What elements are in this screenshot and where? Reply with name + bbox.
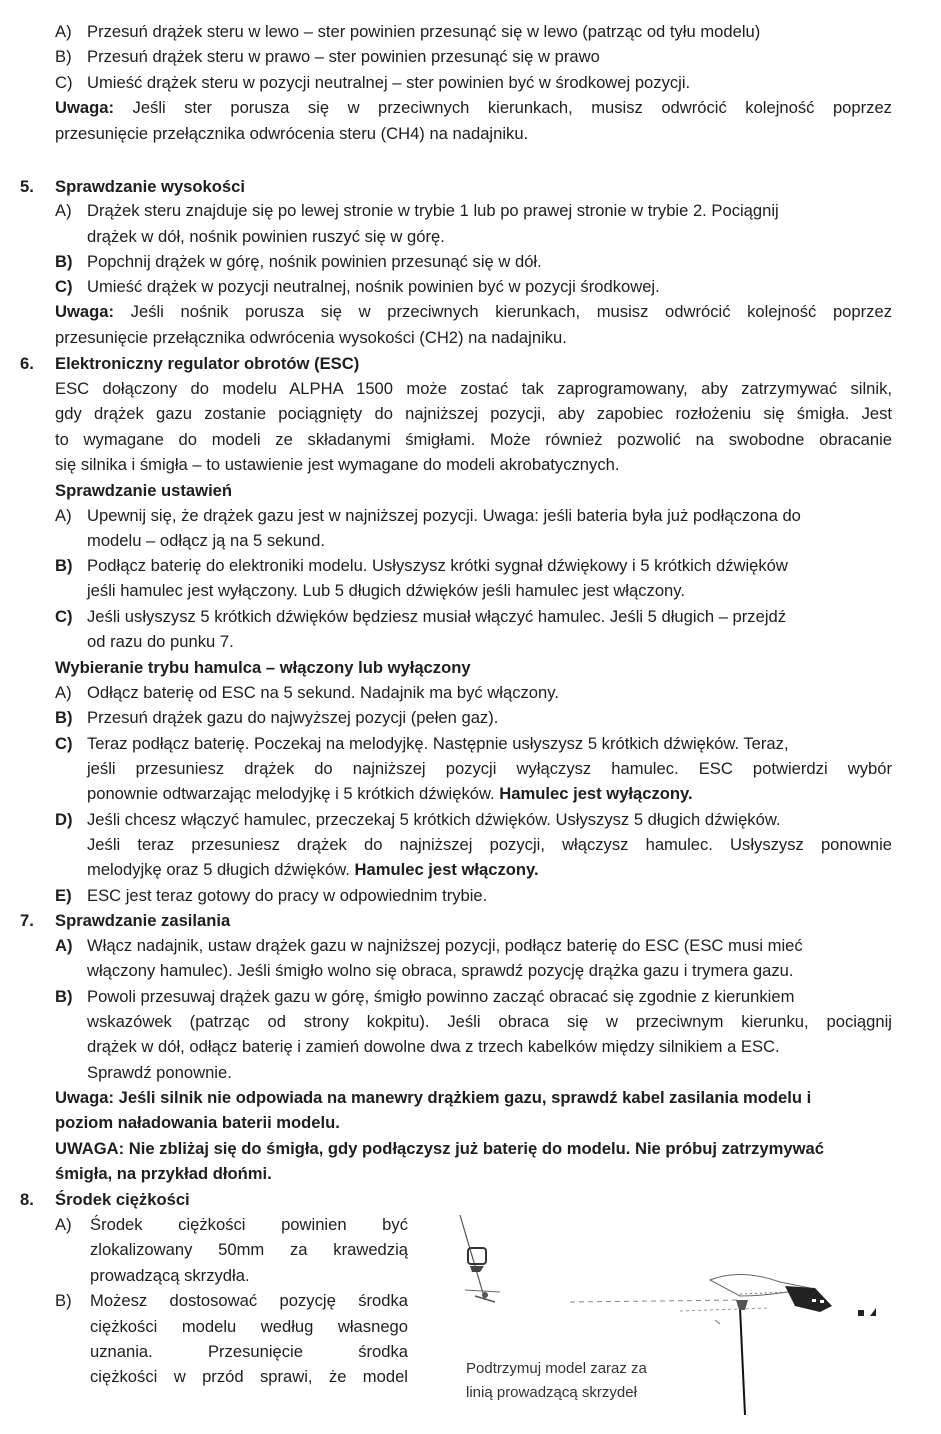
list-marker: A) xyxy=(55,201,72,220)
list-item-text: Jeśli teraz przesuniesz drążek do najniższej pozycji, włączysz hamulec. Usłyszysz ponownie xyxy=(87,835,892,854)
list-item-text: Sprawdź ponownie. xyxy=(87,1063,232,1082)
section-number: 8. xyxy=(20,1190,34,1209)
list-marker: E) xyxy=(55,886,72,905)
list-marker: C) xyxy=(55,73,73,92)
section-number: 5. xyxy=(20,177,34,196)
section-title: Sprawdzanie wysokości xyxy=(55,177,245,196)
note-label: Uwaga: xyxy=(55,98,115,117)
list-item-text: Jeśli usłyszysz 5 krótkich dźwięków będziesz musiał włączyć hamulec. Jeśli 5 długich – przejdź xyxy=(87,607,787,626)
list-marker: A) xyxy=(55,22,72,41)
list-item-text: ciężkości w przód sprawi, że model xyxy=(90,1367,408,1386)
list-marker: B) xyxy=(55,252,73,271)
list-marker: C) xyxy=(55,607,73,626)
list-item-text: jeśli przesuniesz drążek do najniższej pozycji wyłączysz hamulec. ESC potwierdzi wybór xyxy=(87,759,892,778)
cg-illustration xyxy=(440,1210,910,1420)
section-title: Środek ciężkości xyxy=(55,1190,190,1209)
list-marker: A) xyxy=(55,1215,72,1234)
subsection-title: Sprawdzanie ustawień xyxy=(55,481,233,500)
warning-paragraph: UWAGA: Nie zbliżaj się do śmigła, gdy podłączysz już baterię do modelu. Nie próbuj zatrzymywać xyxy=(55,1139,824,1158)
section-number: 6. xyxy=(20,354,34,373)
emphasis: Hamulec jest wyłączony. xyxy=(499,784,693,803)
list-item-text: Przesuń drążek steru w lewo – ster powinien przesunąć się w lewo (patrząc od tyłu modelu) xyxy=(87,22,761,41)
list-item-text: Przesuń drążek steru w prawo – ster powinien przesunąć się w prawo xyxy=(87,47,600,66)
section-number: 7. xyxy=(20,911,34,930)
paragraph-line: ESC dołączony do modelu ALPHA 1500 może zostać tak zaprogramowany, aby zatrzymywać silnik, xyxy=(55,379,892,398)
list-item-text: ESC jest teraz gotowy do pracy w odpowiednim trybie. xyxy=(87,886,488,905)
list-marker: B) xyxy=(55,987,73,1006)
list-item-text: wskazówek (patrząc od strony kokpitu). Jeśli obraca się w przeciwnym kierunku, pociągnij xyxy=(87,1012,892,1031)
list-marker: B) xyxy=(55,556,73,575)
note-paragraph-cont: przesunięcie przełącznika odwrócenia wysokości (CH2) na nadajniku. xyxy=(55,328,567,347)
list-item-text: Możesz dostosować pozycję środka xyxy=(90,1291,408,1310)
note-paragraph: Uwaga: Jeśli nośnik porusza się w przeciwnych kierunkach, musisz odwrócić kolejność poprzez xyxy=(55,302,892,321)
list-item-text: ciężkości modelu według własnego xyxy=(90,1317,408,1336)
list-item-text: modelu – odłącz ją na 5 sekund. xyxy=(87,531,326,550)
list-item-text: Odłącz baterię od ESC na 5 sekund. Nadajnik ma być włączony. xyxy=(87,683,559,702)
note-label: Uwaga: xyxy=(55,302,115,321)
note-paragraph: Uwaga: Jeśli silnik nie odpowiada na manewry drążkiem gazu, sprawdź kabel zasilania modelu i xyxy=(55,1088,812,1107)
list-item-text: Popchnij drążek w górę, nośnik powinien przesunąć się w dół. xyxy=(87,252,542,271)
paragraph-line: gdy drążek gazu zostanie pociągnięty do najniższej pozycji, aby zapobiec rozłożeniu się śmigła. Jest xyxy=(55,404,892,423)
section-title: Sprawdzanie zasilania xyxy=(55,911,231,930)
list-item-text: Umieść drążek w pozycji neutralnej, nośnik powinien być w pozycji środkowej. xyxy=(87,277,660,296)
paragraph-line: się silnika i śmigła – to ustawienie jest wymagane do modeli akrobatycznych. xyxy=(55,455,620,474)
list-marker: B) xyxy=(55,47,72,66)
section-title: Elektroniczny regulator obrotów (ESC) xyxy=(55,354,360,373)
subsection-title: Wybieranie trybu hamulca – włączony lub wyłączony xyxy=(55,658,471,677)
list-marker: B) xyxy=(55,1291,72,1310)
list-marker: D) xyxy=(55,810,73,829)
list-item-text: Teraz podłącz baterię. Poczekaj na melodyjkę. Następnie usłyszysz 5 krótkich dźwięków. Teraz, xyxy=(87,734,789,753)
list-marker: C) xyxy=(55,734,73,753)
list-item-text: Upewnij się, że drążek gazu jest w najniższej pozycji. Uwaga: jeśli bateria była już podłączona do xyxy=(87,506,801,525)
list-item-text: od razu do punku 7. xyxy=(87,632,234,651)
list-item-text: Włącz nadajnik, ustaw drążek gazu w najniższej pozycji, podłącz baterię do ESC (ESC musi mieć xyxy=(87,936,803,955)
list-item-text: Podłącz baterię do elektroniki modelu. Usłyszysz krótki sygnał dźwiękowy i 5 krótkich dźwięków xyxy=(87,556,788,575)
note-paragraph: Uwaga: Jeśli ster porusza się w przeciwnych kierunkach, musisz odwrócić kolejność poprzez xyxy=(55,98,892,117)
list-item-text: ponownie odtwarzając melodyjkę i 5 krótkich dźwięków. Hamulec jest wyłączony. xyxy=(87,784,693,803)
note-paragraph-cont: przesunięcie przełącznika odwrócenia steru (CH4) na nadajniku. xyxy=(55,124,529,143)
list-item-text: włączony hamulec). Jeśli śmigło wolno się obraca, sprawdź pozycję drążka gazu i trymera gazu. xyxy=(87,961,794,980)
illustration-caption: Podtrzymuj model zaraz za xyxy=(466,1360,647,1377)
list-item-text: jeśli hamulec jest wyłączony. Lub 5 długich dźwięków jeśli hamulec jest włączony. xyxy=(87,581,685,600)
note-paragraph-cont: poziom naładowania baterii modelu. xyxy=(55,1113,340,1132)
list-item-text: Jeśli chcesz włączyć hamulec, przeczekaj 5 krótkich dźwięków. Usłyszysz 5 długich dźwięków. xyxy=(87,810,781,829)
list-marker: B) xyxy=(55,708,73,727)
list-item-text: prowadzącą skrzydła. xyxy=(90,1266,250,1285)
list-marker: A) xyxy=(55,936,73,955)
list-marker: A) xyxy=(55,683,72,702)
warning-paragraph-cont: śmigła, na przykład dłońmi. xyxy=(55,1164,272,1183)
list-marker: A) xyxy=(55,506,72,525)
list-item-text: Środek ciężkości powinien być xyxy=(90,1215,408,1234)
illustration-caption: linią prowadzącą skrzydeł xyxy=(466,1384,637,1401)
list-item-text: Drążek steru znajduje się po lewej stronie w trybie 1 lub po prawej stronie w trybie 2. Pociągnij xyxy=(87,201,779,220)
list-item-text: zlokalizowany 50mm za krawedzią xyxy=(90,1240,408,1259)
list-item-text: Powoli przesuwaj drążek gazu w górę, śmigło powinno zacząć obracać się zgodnie z kierunkiem xyxy=(87,987,795,1006)
list-item-text: drążek w dół, odłącz baterię i zamień dowolne dwa z trzech kabelków między silnikiem a ESC. xyxy=(87,1037,780,1056)
list-item-text: drążek w dół, nośnik powinien ruszyć się w górę. xyxy=(87,227,445,246)
list-item-text: melodyjkę oraz 5 długich dźwięków. Hamulec jest włączony. xyxy=(87,860,539,879)
list-item-text: Przesuń drążek gazu do najwyższej pozycji (pełen gaz). xyxy=(87,708,499,727)
list-item-text: Umieść drążek steru w pozycji neutralnej – ster powinien być w środkowej pozycji. xyxy=(87,73,691,92)
emphasis: Hamulec jest włączony. xyxy=(354,860,539,879)
list-item-text: uznania. Przesunięcie środka xyxy=(90,1342,408,1361)
paragraph-line: to wymagane do modeli ze składanymi śmigłami. Może również pozwolić na swobodne obracanie xyxy=(55,430,892,449)
list-marker: C) xyxy=(55,277,73,296)
